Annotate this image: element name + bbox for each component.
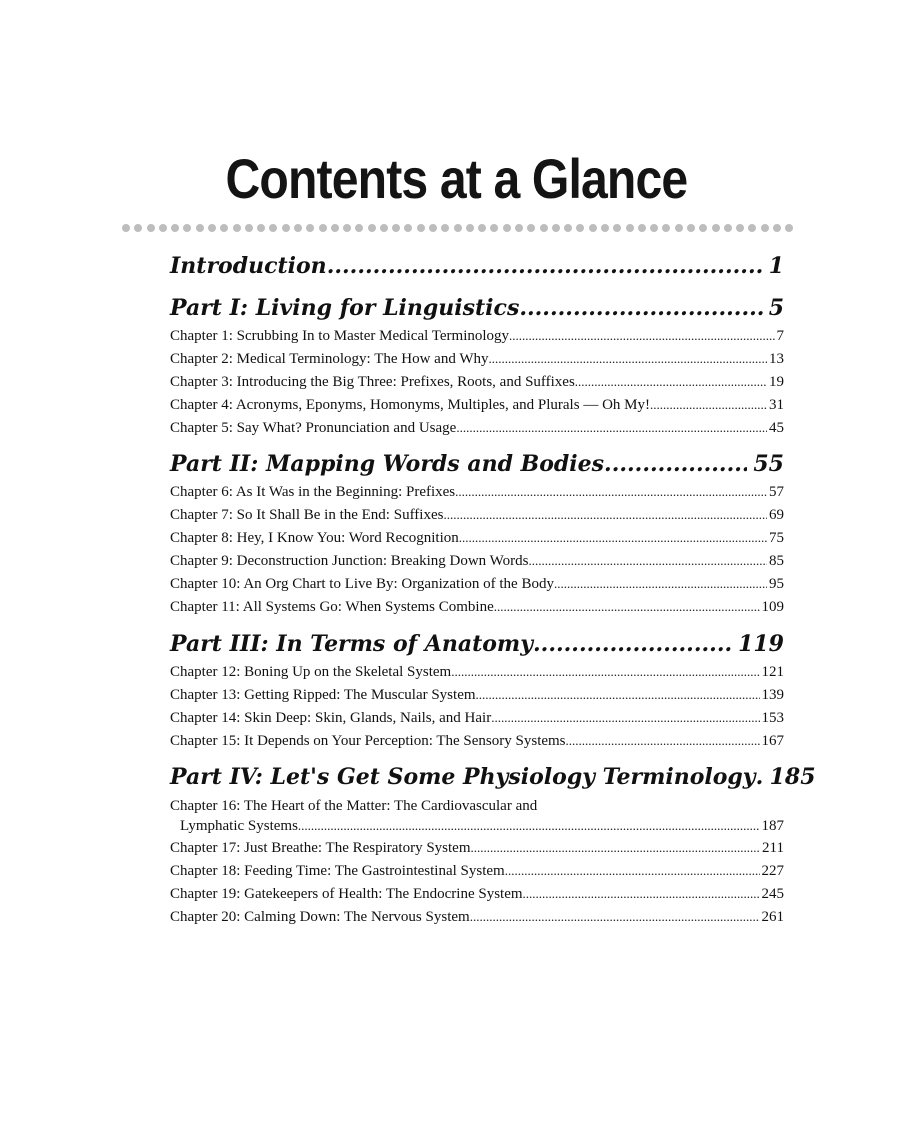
page-number: 153 — [761, 710, 784, 726]
chapter-label: Chapter 7: So It Shall Be in the End: Suffixes — [170, 507, 444, 523]
chapter-label: Chapter 8: Hey, I Know You: Word Recognition — [170, 530, 459, 546]
dot-leader — [327, 250, 763, 282]
chapter-entry[interactable] — [170, 324, 784, 347]
chapter-label: Chapter 16: The Heart of the Matter: The Cardiovascular and — [170, 798, 538, 814]
toc-part-4 — [170, 761, 816, 928]
part-label: Part IV: Let's Get Some Physiology Terminology — [170, 764, 756, 790]
chapter-entry[interactable] — [170, 416, 784, 439]
chapter-entry[interactable] — [170, 480, 784, 503]
page-number: 13 — [769, 351, 784, 367]
chapter-entry[interactable] — [170, 572, 784, 595]
chapter-entry[interactable] — [170, 347, 784, 370]
dot-leader — [566, 729, 760, 752]
dot-leader — [455, 480, 767, 503]
part-label: Part II: Mapping Words and Bodies — [170, 451, 605, 477]
chapter-entry[interactable] — [170, 706, 784, 729]
dot-leader — [494, 595, 760, 618]
page-number: 261 — [761, 909, 784, 925]
chapter-entry[interactable] — [170, 905, 784, 928]
page-number: 245 — [761, 886, 784, 902]
page-number: 167 — [761, 733, 784, 749]
chapter-continuation — [170, 816, 784, 836]
toc-part-1 — [170, 292, 784, 439]
part-heading[interactable] — [170, 292, 784, 324]
chapter-entry[interactable] — [170, 549, 784, 572]
page-number: 227 — [761, 863, 784, 879]
dot-leader — [491, 706, 759, 729]
chapter-entry[interactable] — [170, 797, 784, 836]
dot-leader — [443, 503, 767, 526]
chapter-label: Chapter 9: Deconstruction Junction: Breaking Down Words — [170, 553, 529, 569]
chapter-entry[interactable] — [170, 370, 784, 393]
dot-leader — [554, 572, 767, 595]
page-title: Contents at a Glance — [225, 147, 688, 210]
page-number: 119 — [738, 631, 784, 657]
chapter-label: Chapter 19: Gatekeepers of Health: The Endocrine System — [170, 886, 523, 902]
toc-part-2 — [170, 448, 784, 618]
toc-introduction — [170, 250, 784, 282]
chapter-entry[interactable] — [170, 683, 784, 706]
dot-leader — [604, 448, 747, 480]
dot-leader — [456, 416, 767, 439]
page-number: 31 — [769, 397, 784, 413]
chapter-label: Chapter 12: Boning Up on the Skeletal System — [170, 664, 452, 680]
chapter-label: Chapter 13: Getting Ripped: The Muscular System — [170, 687, 476, 703]
chapter-label: Chapter 4: Acronyms, Eponyms, Homonyms, Multiples, and Plurals — Oh My! — [170, 397, 650, 413]
chapter-entry[interactable] — [170, 393, 784, 416]
chapter-entry[interactable] — [170, 503, 784, 526]
dot-leader — [451, 660, 759, 683]
chapter-label: Chapter 20: Calming Down: The Nervous System — [170, 909, 470, 925]
dot-leader — [519, 292, 762, 324]
chapter-label: Chapter 14: Skin Deep: Skin, Glands, Nails, and Hair — [170, 710, 492, 726]
page-number: 95 — [769, 576, 784, 592]
dot-leader — [488, 347, 767, 370]
part-heading[interactable] — [170, 761, 816, 793]
dot-leader — [509, 324, 774, 347]
chapter-label-continued: Lymphatic Systems — [180, 818, 298, 834]
dot-leader — [650, 393, 767, 416]
page-number: 57 — [769, 484, 784, 500]
chapter-entry[interactable] — [170, 660, 784, 683]
page-number: 7 — [776, 328, 784, 344]
chapter-entry[interactable] — [170, 526, 784, 549]
chapter-label: Chapter 17: Just Breathe: The Respiratory System — [170, 840, 471, 856]
dot-leader — [471, 836, 761, 859]
chapter-entry[interactable] — [170, 595, 784, 618]
chapter-entry[interactable] — [170, 882, 784, 905]
chapter-entry[interactable] — [170, 729, 784, 752]
page-number: 121 — [761, 664, 784, 680]
part-label: Part III: In Terms of Anatomy — [170, 631, 533, 657]
page-number: 211 — [762, 840, 784, 856]
entry-label: Introduction — [170, 253, 327, 279]
dot-leader — [476, 683, 760, 706]
page-number: 45 — [769, 420, 784, 436]
chapter-label: Chapter 5: Say What? Pronunciation and Usage — [170, 420, 457, 436]
chapter-label: Chapter 10: An Org Chart to Live By: Organization of the Body — [170, 576, 554, 592]
dot-leader — [470, 905, 760, 928]
page-number: 1 — [768, 253, 784, 279]
toc-part-3 — [170, 628, 784, 752]
chapter-label: Chapter 11: All Systems Go: When Systems Combine — [170, 599, 494, 615]
dot-leader — [533, 628, 732, 660]
chapter-label: Chapter 3: Introducing the Big Three: Prefixes, Roots, and Suffixes — [170, 374, 575, 390]
dot-leader — [575, 370, 767, 393]
chapter-label: Chapter 1: Scrubbing In to Master Medical Terminology — [170, 328, 510, 344]
page-number: 75 — [769, 530, 784, 546]
page-number: 139 — [761, 687, 784, 703]
chapter-label: Chapter 2: Medical Terminology: The How and Why — [170, 351, 489, 367]
page-number: 187 — [761, 818, 784, 834]
chapter-label: Chapter 6: As It Was in the Beginning: Prefixes — [170, 484, 456, 500]
chapter-entry[interactable] — [170, 859, 784, 882]
dot-leader — [298, 816, 760, 835]
chapter-label: Chapter 15: It Depends on Your Perception: The Sensory Systems — [170, 733, 566, 749]
page-number: 19 — [769, 374, 784, 390]
page-number: 69 — [769, 507, 784, 523]
part-heading[interactable] — [170, 628, 784, 660]
dot-leader — [523, 882, 760, 905]
page-number: 85 — [769, 553, 784, 569]
part-label: Part I: Living for Linguistics — [170, 295, 520, 321]
chapter-entry[interactable] — [170, 836, 784, 859]
chapter-label: Chapter 18: Feeding Time: The Gastrointestinal System — [170, 863, 505, 879]
page-number: 55 — [753, 451, 784, 477]
dot-leader — [505, 859, 760, 882]
page-number: 5 — [768, 295, 784, 321]
dot-leader — [459, 526, 767, 549]
toc-entry[interactable] — [170, 250, 784, 282]
page-number: 109 — [761, 599, 784, 615]
dotted-divider — [122, 222, 794, 234]
part-heading[interactable] — [170, 448, 784, 480]
page-number: 185 — [769, 764, 816, 790]
dot-leader — [528, 549, 767, 572]
dot-leader — [756, 761, 764, 793]
